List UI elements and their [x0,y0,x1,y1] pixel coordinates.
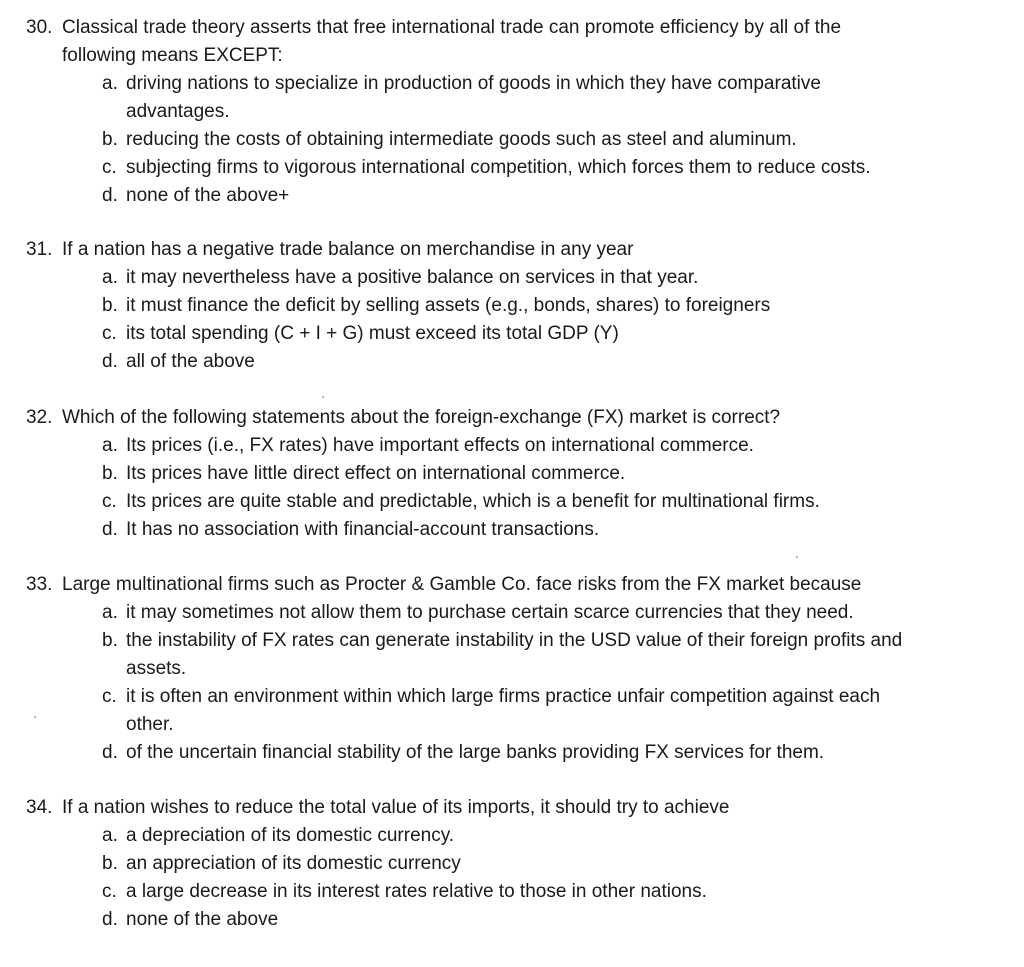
scan-speck [34,716,36,718]
option-text: it is often an environment within which large firms practice unfair competition against each [126,686,881,707]
answer-option-a [0,432,1010,460]
option-letter: d. [102,351,118,372]
option-text: the instability of FX rates can generate instability in the USD value of their foreign profits and [126,630,903,651]
option-letter: d. [102,909,118,930]
option-text: none of the above [126,909,279,930]
question-31 [0,236,1010,376]
option-text: It has no association with financial-account transactions. [126,519,600,540]
option-text: it must finance the deficit by selling assets (e.g., bonds, shares) to foreigners [126,295,771,316]
question-stem-text: If a nation has a negative trade balance on merchandise in any year [62,239,634,260]
option-text: an appreciation of its domestic currency [126,853,461,874]
question-33 [0,571,1010,767]
question-number: 31. [26,239,53,260]
option-text: its total spending (C + I + G) must exceed its total GDP (Y) [126,323,619,344]
option-text: driving nations to specialize in production of goods in which they have comparative [126,73,821,94]
option-letter: c. [102,686,117,707]
question-number: 34. [26,797,53,818]
question-32 [0,404,1010,544]
scan-speck [796,556,798,558]
option-text: Its prices (i.e., FX rates) have important effects on international commerce. [126,435,754,456]
answer-option-a [0,599,1010,627]
answer-option-c [0,488,1010,516]
answer-option-b-continued [0,655,1010,683]
question-stem-text: If a nation wishes to reduce the total value of its imports, it should try to achieve [62,797,730,818]
option-letter: d. [102,185,118,206]
question-stem-line [0,42,1010,70]
option-letter: d. [102,519,118,540]
question-stem-text: following means EXCEPT: [62,45,283,66]
answer-option-a [0,822,1010,850]
option-text: it may nevertheless have a positive balance on services in that year. [126,267,699,288]
option-text: advantages. [126,101,230,122]
answer-option-b [0,460,1010,488]
option-text: all of the above [126,351,255,372]
option-text: other. [126,714,174,735]
question-number: 32. [26,407,53,428]
answer-option-b [0,126,1010,154]
answer-option-d [0,516,1010,544]
question-30 [0,14,1010,210]
answer-option-c [0,320,1010,348]
answer-option-d [0,182,1010,210]
answer-option-d [0,906,1010,934]
question-stem-line [0,14,1010,42]
question-stem-text: Large multinational firms such as Procter & Gamble Co. face risks from the FX market because [62,574,862,595]
option-text: reducing the costs of obtaining intermediate goods such as steel and aluminum. [126,129,797,150]
option-text: assets. [126,658,187,679]
answer-option-d [0,348,1010,376]
answer-option-c-continued [0,711,1010,739]
question-stem-text: Classical trade theory asserts that free international trade can promote efficiency by all of the [62,17,842,38]
answer-option-b [0,627,1010,655]
option-letter: d. [102,742,118,763]
answer-option-c [0,878,1010,906]
answer-option-b [0,292,1010,320]
option-letter: c. [102,157,117,178]
option-letter: b. [102,853,118,874]
question-stem-text: Which of the following statements about the foreign-exchange (FX) market is correct? [62,407,781,428]
question-number: 33. [26,574,53,595]
option-text: subjecting firms to vigorous international competition, which forces them to reduce costs. [126,157,871,178]
question-stem-line [0,794,1010,822]
option-letter: b. [102,463,118,484]
option-text: none of the above+ [126,185,290,206]
answer-option-a-continued [0,98,1010,126]
option-letter: b. [102,630,118,651]
option-text: it may sometimes not allow them to purchase certain scarce currencies that they need. [126,602,854,623]
question-stem-line [0,404,1010,432]
option-text: Its prices have little direct effect on international commerce. [126,463,626,484]
option-letter: b. [102,295,118,316]
answer-option-c [0,154,1010,182]
option-letter: a. [102,435,118,456]
option-text: a depreciation of its domestic currency. [126,825,455,846]
option-letter: a. [102,825,118,846]
option-letter: a. [102,602,118,623]
answer-option-c [0,683,1010,711]
answer-option-d [0,739,1010,767]
scan-speck [322,396,324,398]
question-stem-line [0,236,1010,264]
option-text: a large decrease in its interest rates relative to those in other nations. [126,881,707,902]
question-34 [0,794,1010,934]
option-letter: a. [102,73,118,94]
option-letter: c. [102,491,117,512]
option-letter: c. [102,881,117,902]
option-text: of the uncertain financial stability of the large banks providing FX services for them. [126,742,825,763]
question-stem-line [0,571,1010,599]
answer-option-b [0,850,1010,878]
option-letter: c. [102,323,117,344]
option-letter: b. [102,129,118,150]
answer-option-a [0,264,1010,292]
answer-option-a [0,70,1010,98]
option-letter: a. [102,267,118,288]
question-number: 30. [26,17,53,38]
option-text: Its prices are quite stable and predictable, which is a benefit for multinational firms. [126,491,820,512]
